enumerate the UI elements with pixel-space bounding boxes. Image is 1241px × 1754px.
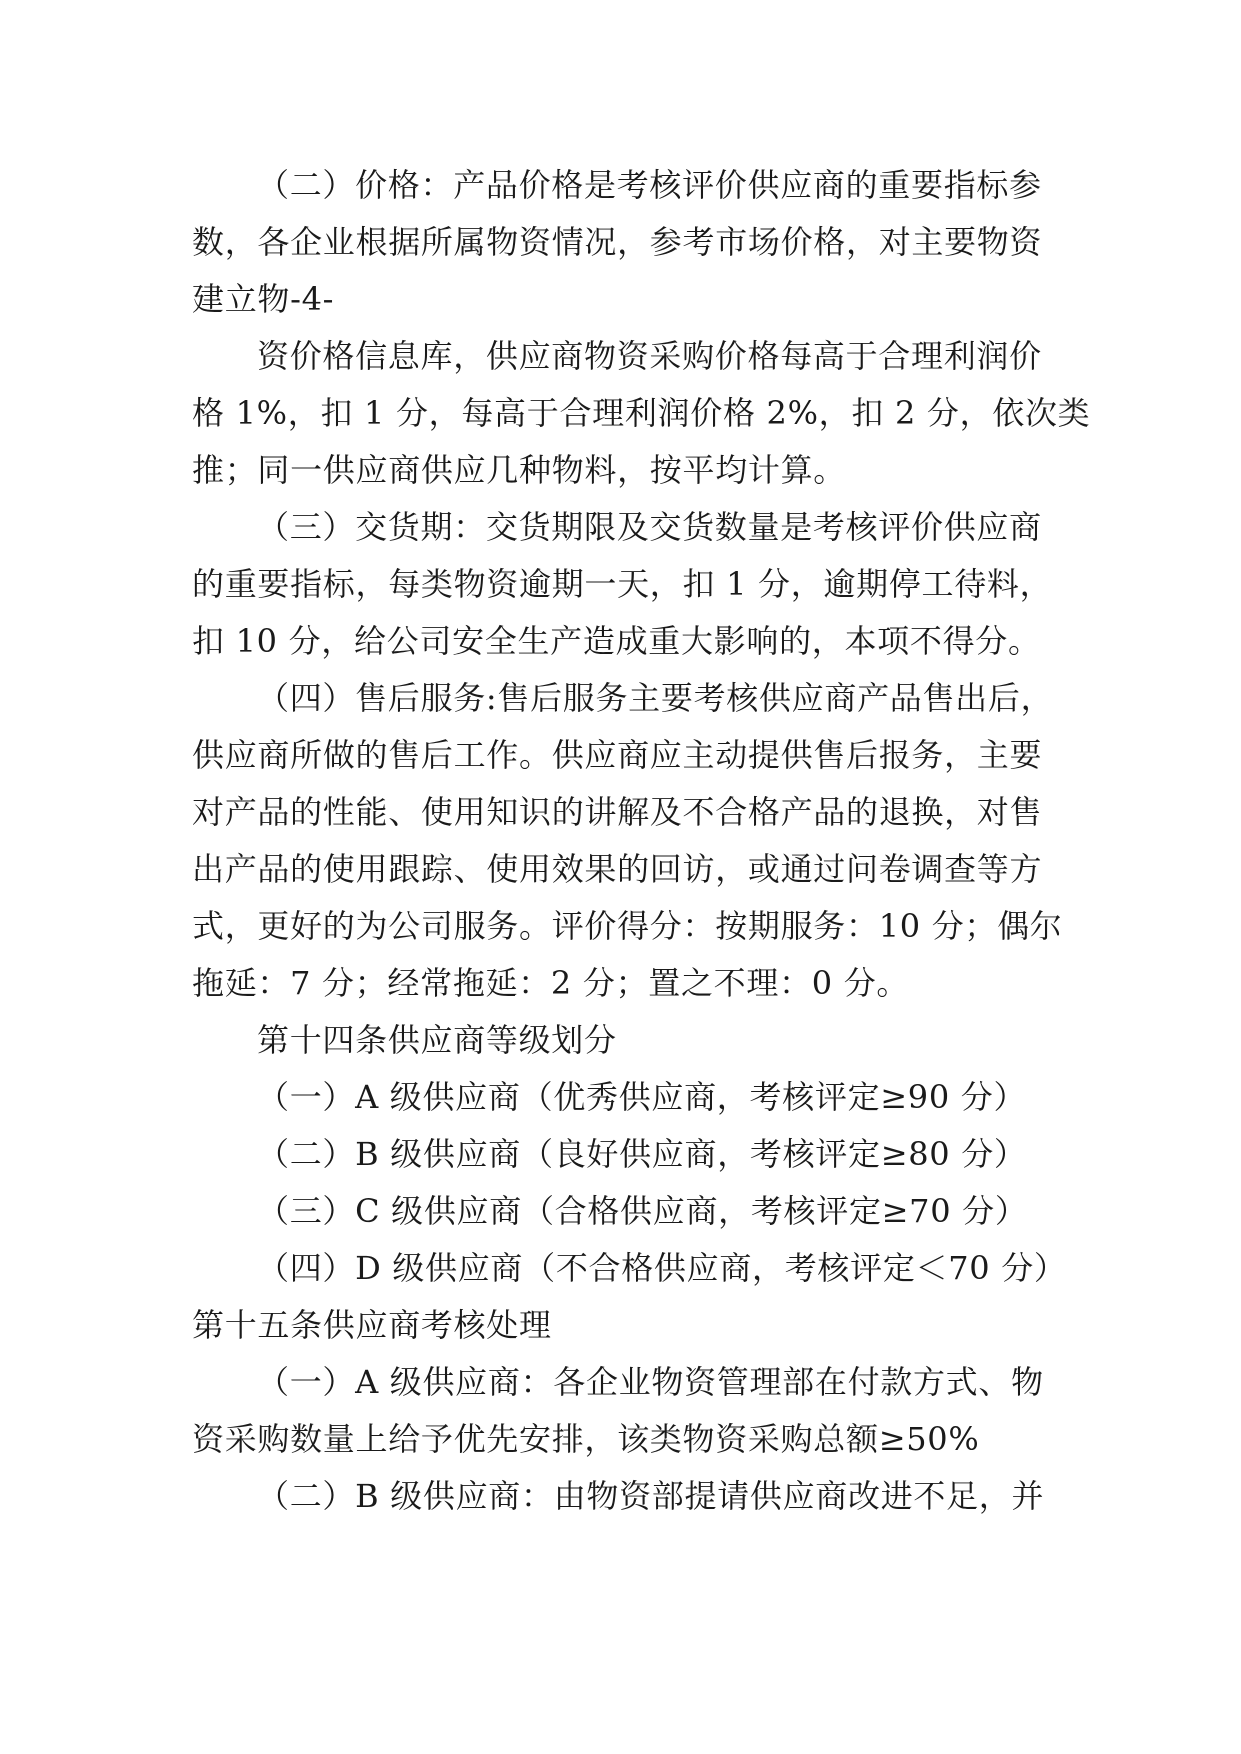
text-line: （四）售后服务:售后服务主要考核供应商产品售出后， [257,679,1054,717]
text-line: （三）交货期：交货期限及交货数量是考核评价供应商 [257,508,1042,546]
text-line: （一）A 级供应商：各企业物资管理部在付款方式、物 [257,1363,1044,1401]
text-line: 出产品的使用跟踪、使用效果的回访，或通过问卷调查等方 [192,850,1043,888]
text-line: 拖延：7 分；经常拖延：2 分；置之不理：0 分。 [192,964,910,1002]
text-line: 资采购数量上给予优先安排，该类物资采购总额≥50% [192,1420,980,1458]
text-line: 资价格信息库，供应商物资采购价格每高于合理利润价 [257,337,1042,375]
text-line: 建立物-4- [192,280,335,318]
section-heading: 第十四条供应商等级划分 [257,1021,617,1059]
text-line: 格 1%，扣 1 分，每高于合理利润价格 2%，扣 2 分，依次类 [192,394,1091,432]
text-line: 的重要指标，每类物资逾期一天，扣 1 分，逾期停工待料， [192,565,1053,603]
text-line: （二）B 级供应商（良好供应商，考核评定≥80 分） [257,1135,1027,1173]
text-line: 供应商所做的售后工作。供应商应主动提供售后报务，主要 [192,736,1043,774]
text-line: 对产品的性能、使用知识的讲解及不合格产品的退换，对售 [192,793,1043,831]
section-heading: 第十五条供应商考核处理 [192,1306,552,1344]
text-line: 推；同一供应商供应几种物料，按平均计算。 [192,451,847,489]
text-line: 式，更好的为公司服务。评价得分：按期服务：10 分；偶尔 [192,907,1063,945]
text-line: （三）C 级供应商（合格供应商，考核评定≥70 分） [257,1192,1028,1230]
text-line: 扣 10 分，给公司安全生产造成重大影响的，本项不得分。 [192,622,1041,660]
text-line: （二）B 级供应商：由物资部提请供应商改进不足，并 [257,1477,1045,1515]
text-line: （二）价格：产品价格是考核评价供应商的重要指标参 [257,166,1042,204]
text-line: 数，各企业根据所属物资情况，参考市场价格，对主要物资 [192,223,1043,261]
text-line: （一）A 级供应商（优秀供应商，考核评定≥90 分） [257,1078,1027,1116]
text-line: （四）D 级供应商（不合格供应商，考核评定＜70 分） [257,1249,1067,1287]
